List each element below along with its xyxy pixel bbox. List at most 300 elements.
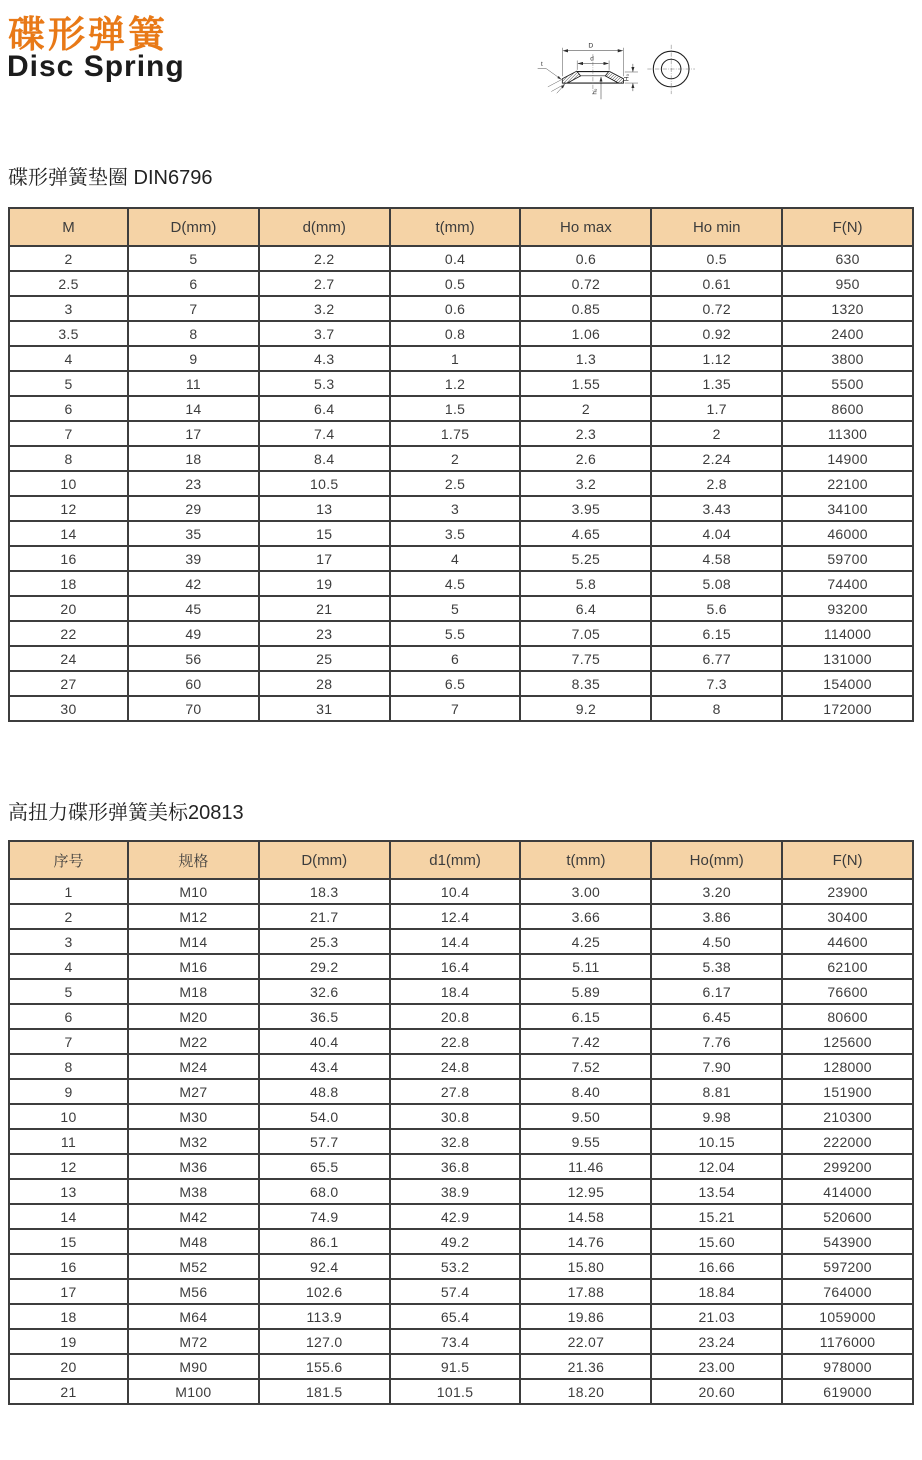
table-cell: 43.4 [259,1054,390,1079]
table-cell: 25.3 [259,929,390,954]
table-row [9,646,913,671]
table-header-row [9,841,913,879]
din6796-table [8,207,914,722]
table-cell: 14 [128,396,259,421]
table-cell: 14.58 [520,1204,651,1229]
table-cell: M72 [128,1329,259,1354]
table-cell: 520600 [782,1204,913,1229]
table-cell: 17 [9,1279,128,1304]
table-cell: 4 [9,346,128,371]
table-cell: 1 [390,346,521,371]
table-cell: 16 [9,1254,128,1279]
table-cell: 2.8 [651,471,782,496]
table-cell: 14 [9,521,128,546]
table-cell: 34100 [782,496,913,521]
ansi-20813-table [8,840,914,1405]
table-cell: 9.55 [520,1129,651,1154]
table-cell: 18 [9,1304,128,1329]
page-title-cn: 碟形弹簧 [8,14,168,55]
table-row [9,296,913,321]
table-cell: 36.5 [259,1004,390,1029]
table-cell: 59700 [782,546,913,571]
table-cell: 6.4 [259,396,390,421]
table-cell: 1.55 [520,371,651,396]
table-cell: 13 [9,1179,128,1204]
table-row [9,321,913,346]
table-cell: 2 [520,396,651,421]
table-cell: 18.20 [520,1379,651,1404]
table-cell: M16 [128,954,259,979]
table-row [9,1329,913,1354]
table-cell: 0.92 [651,321,782,346]
table-cell: 5500 [782,371,913,396]
table-cell: 10.5 [259,471,390,496]
table-cell: 11 [128,371,259,396]
table-row [9,954,913,979]
table-cell: 1 [9,879,128,904]
table-cell: M27 [128,1079,259,1104]
table-cell: 131000 [782,646,913,671]
table-cell: 86.1 [259,1229,390,1254]
table-cell: 22.07 [520,1329,651,1354]
table-cell: M18 [128,979,259,1004]
table-cell: 15.60 [651,1229,782,1254]
table-cell: 15.80 [520,1254,651,1279]
table-row [9,1004,913,1029]
table-row [9,471,913,496]
table-cell: 21 [259,596,390,621]
table-cell: 39 [128,546,259,571]
table-cell: 2 [9,904,128,929]
table-row [9,246,913,271]
table-row [9,979,913,1004]
column-header: Ho max [520,208,651,246]
table-cell: 6.15 [651,621,782,646]
table-cell: 1.12 [651,346,782,371]
table-cell: 22 [9,621,128,646]
section-20813-label: 高扭力碟形弹簧美标20813 [8,802,244,824]
table-cell: M22 [128,1029,259,1054]
table-cell: 151900 [782,1079,913,1104]
table-row [9,1029,913,1054]
table-cell: 3 [9,296,128,321]
table-cell: 0.6 [390,296,521,321]
table-cell: 1.2 [390,371,521,396]
table-cell: 93200 [782,596,913,621]
table-cell: 19.86 [520,1304,651,1329]
table-cell: 23 [259,621,390,646]
t-ext-line [551,83,565,91]
table-cell: 4.04 [651,521,782,546]
table-cell: 46000 [782,521,913,546]
table-cell: 7 [390,696,521,721]
table-cell: 5.3 [259,371,390,396]
washer-section-left [562,71,580,83]
table-cell: 53.2 [390,1254,521,1279]
table-cell: 10.4 [390,879,521,904]
table-row [9,596,913,621]
table-cell: M12 [128,904,259,929]
table-cell: 5.89 [520,979,651,1004]
table-cell: 222000 [782,1129,913,1154]
table-row [9,1354,913,1379]
t-arrow-bottom [557,85,565,94]
table-cell: 12 [9,1154,128,1179]
table-cell: 18.84 [651,1279,782,1304]
table-cell: 3.5 [390,521,521,546]
table-cell: 8.35 [520,671,651,696]
table-cell: 125600 [782,1029,913,1054]
table-cell: 5.08 [651,571,782,596]
table-cell: 60 [128,671,259,696]
table-cell: 0.5 [390,271,521,296]
table-cell: 7.76 [651,1029,782,1054]
table-cell: 74400 [782,571,913,596]
table-cell: 1.06 [520,321,651,346]
section-din6796-label: 碟形弹簧垫圈 DIN6796 [8,167,213,189]
table-cell: 21.36 [520,1354,651,1379]
table-cell: M38 [128,1179,259,1204]
column-header: t(mm) [520,841,651,879]
table-cell: 19 [259,571,390,596]
table-cell: 4.25 [520,929,651,954]
table-row [9,1054,913,1079]
table-row [9,1304,913,1329]
table-cell: 57.7 [259,1129,390,1154]
table-cell: 25 [259,646,390,671]
table-header-row [9,208,913,246]
column-header: t(mm) [390,208,521,246]
table-cell: 6.45 [651,1004,782,1029]
table-cell: 9.98 [651,1104,782,1129]
table-cell: 38.9 [390,1179,521,1204]
table-cell: 70 [128,696,259,721]
table-cell: 32.6 [259,979,390,1004]
table-cell: 3800 [782,346,913,371]
dim-label-H0: H₀ [623,73,631,82]
table-cell: 6 [128,271,259,296]
table-cell: 0.6 [520,246,651,271]
table-cell: 1059000 [782,1304,913,1329]
table-row [9,1104,913,1129]
table-cell: 3.2 [259,296,390,321]
table-cell: 8600 [782,396,913,421]
table-cell: 3.20 [651,879,782,904]
table-cell: 1.5 [390,396,521,421]
table-cell: 30400 [782,904,913,929]
table-cell: 12.04 [651,1154,782,1179]
table-cell: 7.4 [259,421,390,446]
column-header: d1(mm) [390,841,521,879]
table-row [9,1379,913,1404]
table-cell: 22.8 [390,1029,521,1054]
table-cell: 7.52 [520,1054,651,1079]
table-cell: 48.8 [259,1079,390,1104]
table-row [9,521,913,546]
table-cell: 101.5 [390,1379,521,1404]
table-cell: 65.5 [259,1154,390,1179]
table-cell: 2.3 [520,421,651,446]
dim-label-h0: h₀ [591,88,599,95]
table-cell: 6.5 [390,671,521,696]
table-cell: M56 [128,1279,259,1304]
table-cell: 6.15 [520,1004,651,1029]
table-cell: M30 [128,1104,259,1129]
table-cell: 1.7 [651,396,782,421]
table-cell: M32 [128,1129,259,1154]
table-cell: 4.65 [520,521,651,546]
table-cell: 4.5 [390,571,521,596]
table-cell: 40.4 [259,1029,390,1054]
table-row [9,1254,913,1279]
table-cell: 4.58 [651,546,782,571]
table-cell: 102.6 [259,1279,390,1304]
table-cell: 4.3 [259,346,390,371]
table-cell: 45 [128,596,259,621]
table-cell: 23.00 [651,1354,782,1379]
dim-label-t: t [541,61,543,69]
table-cell: 6.77 [651,646,782,671]
table-cell: 3.7 [259,321,390,346]
table-cell: 764000 [782,1279,913,1304]
column-header: d(mm) [259,208,390,246]
table-cell: 21 [9,1379,128,1404]
table-cell: 2400 [782,321,913,346]
table-row [9,546,913,571]
table-cell: 24 [9,646,128,671]
table-cell: 80600 [782,1004,913,1029]
table-cell: 8.81 [651,1079,782,1104]
table-cell: 8.40 [520,1079,651,1104]
table-cell: 2.7 [259,271,390,296]
table-cell: 4 [9,954,128,979]
table-cell: 2 [9,246,128,271]
table-cell: 2 [390,446,521,471]
column-header: M [9,208,128,246]
table-cell: 1.3 [520,346,651,371]
table-cell: 299200 [782,1154,913,1179]
table-cell: 18.4 [390,979,521,1004]
table-cell: 7.42 [520,1029,651,1054]
table-cell: 76600 [782,979,913,1004]
table-cell: 19 [9,1329,128,1354]
table-cell: 2.5 [390,471,521,496]
table-row [9,904,913,929]
table-cell: 12.95 [520,1179,651,1204]
table-cell: 29 [128,496,259,521]
table-cell: 57.4 [390,1279,521,1304]
table-cell: 17 [128,421,259,446]
table-cell: 11 [9,1129,128,1154]
table-cell: 8 [9,1054,128,1079]
table-cell: 3.86 [651,904,782,929]
table-cell: M100 [128,1379,259,1404]
table-cell: 181.5 [259,1379,390,1404]
table-cell: 3 [9,929,128,954]
table-cell: 0.8 [390,321,521,346]
table-row [9,1279,913,1304]
table-cell: 7 [9,421,128,446]
table-cell: 14.76 [520,1229,651,1254]
table-cell: 619000 [782,1379,913,1404]
table-cell: 21.7 [259,904,390,929]
table-cell: 23900 [782,879,913,904]
table-cell: 32.8 [390,1129,521,1154]
table-cell: 2.24 [651,446,782,471]
table-cell: 5.25 [520,546,651,571]
table-cell: 65.4 [390,1304,521,1329]
table-cell: 27.8 [390,1079,521,1104]
table-cell: 4.50 [651,929,782,954]
table-row [9,371,913,396]
table-cell: 8 [9,446,128,471]
table-cell: 30.8 [390,1104,521,1129]
table-row [9,496,913,521]
disc-spring-diagram [530,35,922,200]
table-row [9,929,913,954]
table-cell: 0.72 [651,296,782,321]
table-cell: 73.4 [390,1329,521,1354]
table-cell: 5.38 [651,954,782,979]
table-cell: 3.95 [520,496,651,521]
table-cell: 5.8 [520,571,651,596]
table-cell: 42.9 [390,1204,521,1229]
page-title-en: Disc Spring [7,50,185,83]
table-cell: 2 [651,421,782,446]
table-row [9,671,913,696]
table-cell: 11.46 [520,1154,651,1179]
table-cell: 49 [128,621,259,646]
table-cell: 172000 [782,696,913,721]
table-cell: 91.5 [390,1354,521,1379]
table-cell: 5.5 [390,621,521,646]
table-cell: 3 [390,496,521,521]
table-cell: 20.60 [651,1379,782,1404]
table-cell: M24 [128,1054,259,1079]
table-cell: 6.4 [520,596,651,621]
table-cell: 0.61 [651,271,782,296]
column-header: Ho(mm) [651,841,782,879]
column-header: Ho min [651,208,782,246]
column-header: F(N) [782,841,913,879]
table-cell: 28 [259,671,390,696]
table-cell: 6 [9,396,128,421]
table-cell: 16 [9,546,128,571]
table-cell: 127.0 [259,1329,390,1354]
column-header: 规格 [128,841,259,879]
table-cell: 0.85 [520,296,651,321]
table-cell: 68.0 [259,1179,390,1204]
table-cell: 30 [9,696,128,721]
table-cell: 44600 [782,929,913,954]
table-cell: 6 [9,1004,128,1029]
table-cell: 18 [128,446,259,471]
table-cell: 154000 [782,671,913,696]
table-row [9,1179,913,1204]
washer-section-right [605,71,623,83]
dim-label-d: d [590,55,594,63]
table-cell: 8.4 [259,446,390,471]
table-cell: 17.88 [520,1279,651,1304]
table-cell: 9 [128,346,259,371]
table-cell: 2.2 [259,246,390,271]
table-row [9,621,913,646]
table-cell: 14 [9,1204,128,1229]
table-cell: M64 [128,1304,259,1329]
table-row [9,1154,913,1179]
table-cell: 7 [128,296,259,321]
table-cell: 13 [259,496,390,521]
table-cell: 8 [651,696,782,721]
table-cell: 18.3 [259,879,390,904]
table-cell: 5.11 [520,954,651,979]
table-cell: 49.2 [390,1229,521,1254]
table-cell: 23.24 [651,1329,782,1354]
table-cell: 978000 [782,1354,913,1379]
table-cell: 950 [782,271,913,296]
table-cell: 62100 [782,954,913,979]
table-cell: 6 [390,646,521,671]
table-cell: 15 [9,1229,128,1254]
table-cell: 17 [259,546,390,571]
table-row [9,696,913,721]
table-cell: 630 [782,246,913,271]
column-header: 序号 [9,841,128,879]
table-cell: 29.2 [259,954,390,979]
table-cell: 18 [9,571,128,596]
table-row [9,346,913,371]
table-row [9,1204,913,1229]
table-cell: 0.5 [651,246,782,271]
table-cell: M48 [128,1229,259,1254]
table-row [9,1079,913,1104]
table-cell: 155.6 [259,1354,390,1379]
table-cell: M90 [128,1354,259,1379]
table-cell: 8 [128,321,259,346]
table-row [9,879,913,904]
table-cell: 20.8 [390,1004,521,1029]
table-cell: 1.75 [390,421,521,446]
table-cell: 21.03 [651,1304,782,1329]
table-cell: 7.90 [651,1054,782,1079]
table-cell: 15 [259,521,390,546]
table-cell: 3.00 [520,879,651,904]
table-cell: 9.2 [520,696,651,721]
table-cell: 5.6 [651,596,782,621]
table-cell: 597200 [782,1254,913,1279]
table-cell: 13.54 [651,1179,782,1204]
table-cell: 12.4 [390,904,521,929]
table-cell: 128000 [782,1054,913,1079]
table-cell: 3.43 [651,496,782,521]
table-cell: 15.21 [651,1204,782,1229]
table-cell: 3.5 [9,321,128,346]
table-cell: 36.8 [390,1154,521,1179]
table-cell: M20 [128,1004,259,1029]
table-cell: 42 [128,571,259,596]
table-row [9,1229,913,1254]
table-cell: 9 [9,1079,128,1104]
table-cell: M36 [128,1154,259,1179]
table-cell: 10 [9,1104,128,1129]
table-cell: 0.72 [520,271,651,296]
table-cell: 16.4 [390,954,521,979]
table-cell: 7.05 [520,621,651,646]
table-row [9,421,913,446]
dim-label-D: D [588,42,594,50]
table-cell: M14 [128,929,259,954]
table-cell: 22100 [782,471,913,496]
